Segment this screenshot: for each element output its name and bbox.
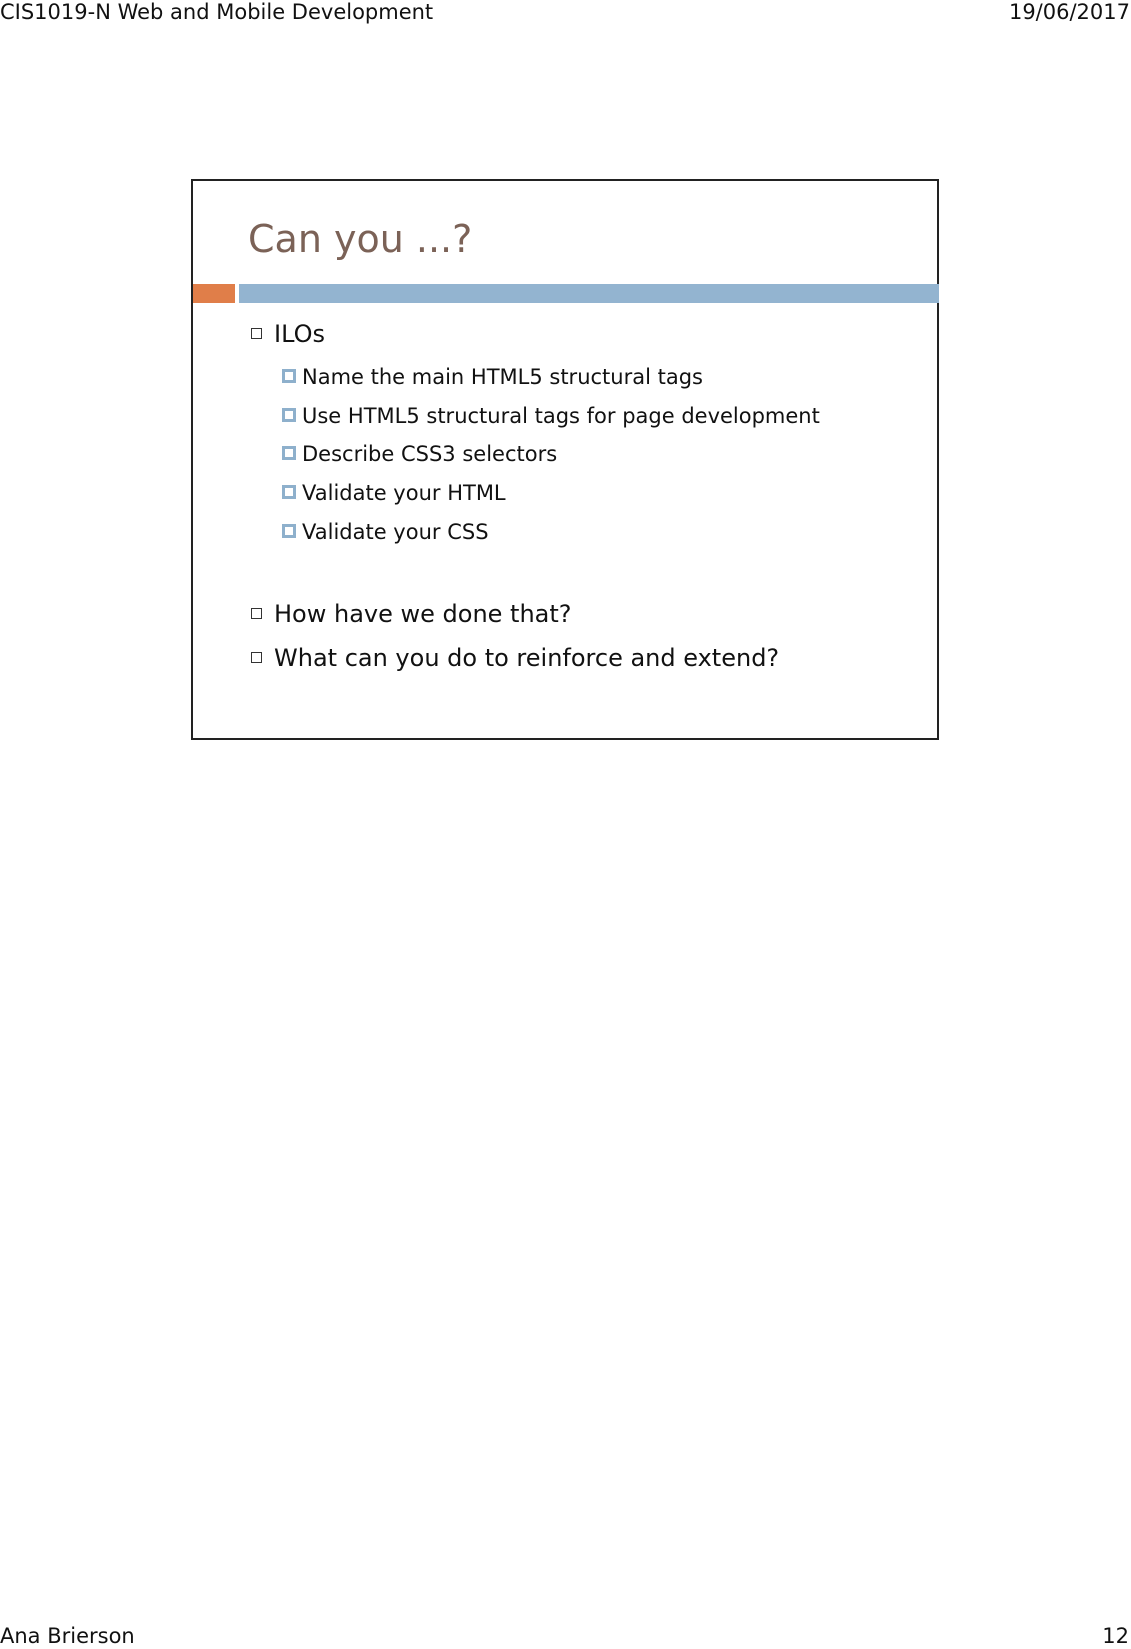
square-bullet-icon (251, 652, 262, 663)
square-bullet-icon (282, 408, 296, 422)
page-header-course: CIS1019-N Web and Mobile Development (0, 0, 434, 24)
bullet-question-1 (251, 599, 572, 629)
sub-bullet-3 (282, 441, 557, 467)
accent-bar-orange (193, 284, 235, 303)
sub-bullet-text: Validate your HTML (302, 481, 506, 505)
bullet-question-2 (251, 643, 779, 673)
square-bullet-icon (282, 485, 296, 499)
square-bullet-icon (282, 524, 296, 538)
bullet-text: What can you do to reinforce and extend? (274, 644, 780, 672)
slide-frame (191, 179, 939, 740)
square-bullet-icon (251, 328, 262, 339)
sub-bullet-4 (282, 480, 506, 506)
square-bullet-icon (282, 446, 296, 460)
bullet-text: ILOs (274, 320, 325, 348)
sub-bullet-text: Validate your CSS (302, 520, 489, 544)
sub-bullet-text: Use HTML5 structural tags for page development (302, 404, 820, 428)
page-header-date: 19/06/2017 (1008, 0, 1130, 24)
page-footer-number: 12 (1102, 1624, 1129, 1648)
sub-bullet-2 (282, 403, 820, 429)
bullet-ilos (251, 319, 325, 349)
square-bullet-icon (282, 369, 296, 383)
accent-bar-blue (239, 284, 939, 303)
sub-bullet-text: Describe CSS3 selectors (302, 442, 558, 466)
square-bullet-icon (251, 608, 262, 619)
sub-bullet-5 (282, 519, 489, 545)
sub-bullet-1 (282, 364, 703, 390)
slide-title: Can you ...? (248, 217, 473, 261)
sub-bullet-text: Name the main HTML5 structural tags (302, 365, 703, 389)
bullet-text: How have we done that? (274, 600, 572, 628)
page-footer-author: Ana Brierson (0, 1624, 135, 1648)
